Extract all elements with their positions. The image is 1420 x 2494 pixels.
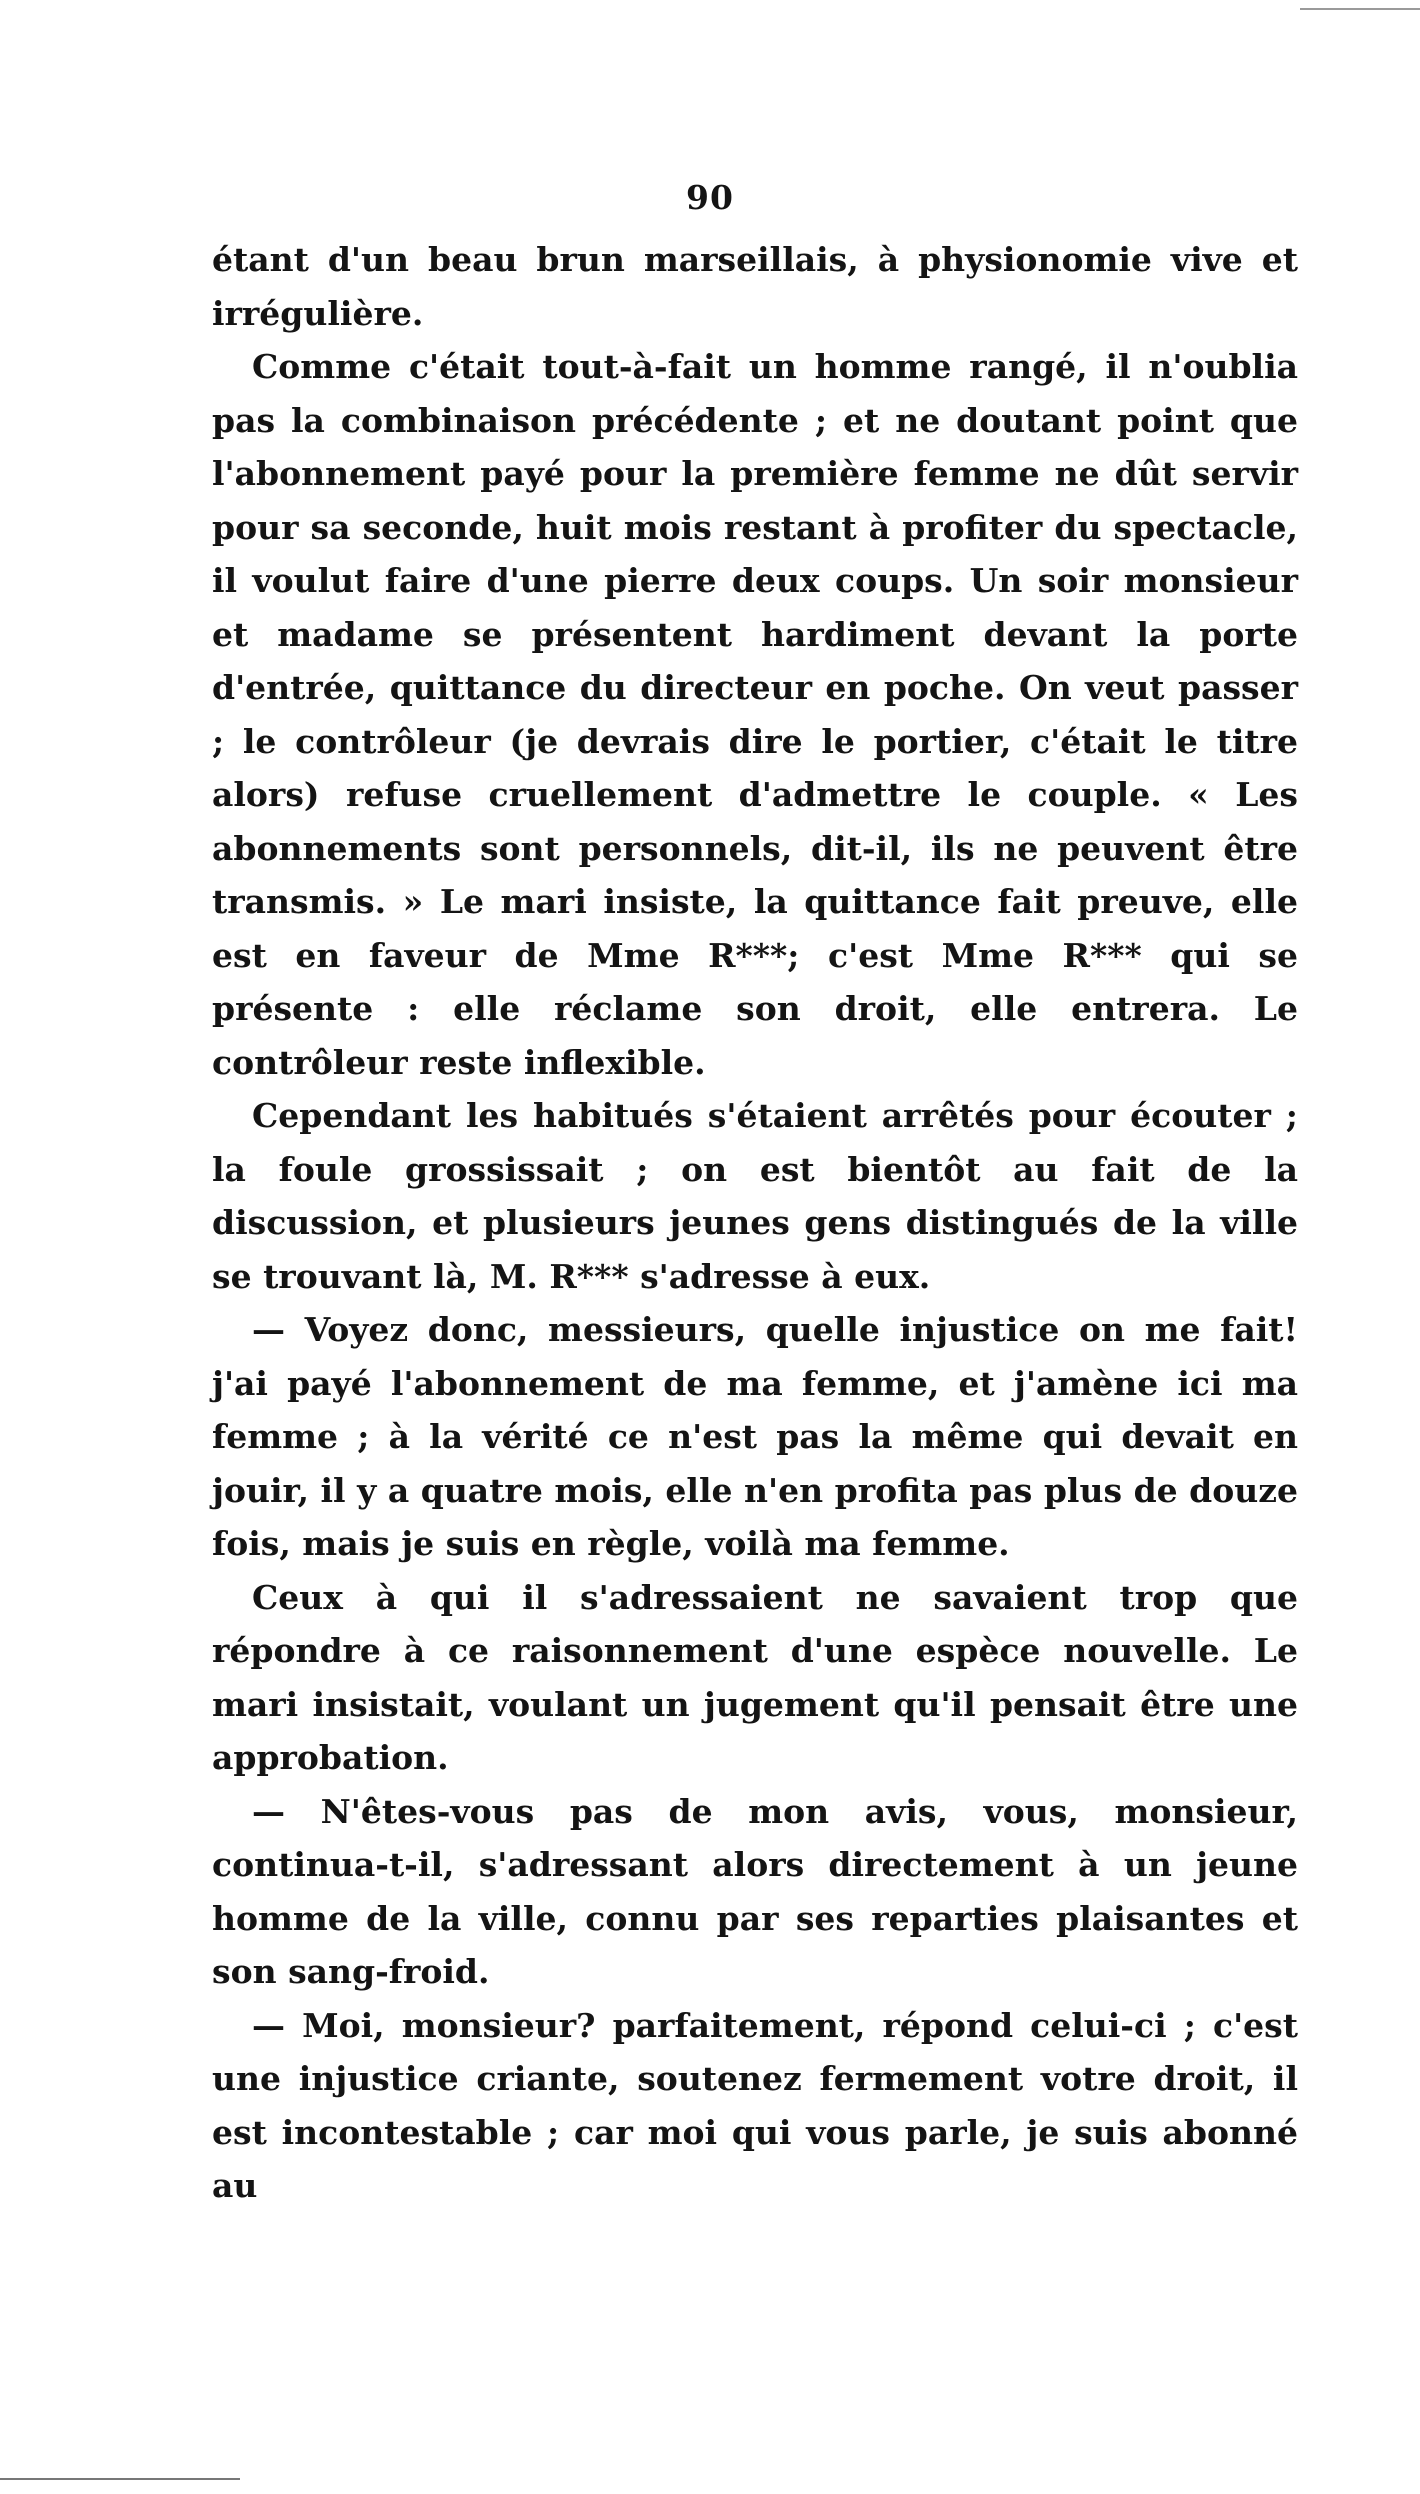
paragraph-6: — N'êtes-vous pas de mon avis, vous, monsieur, continua-t-il, s'adressant alors directement à un jeune homme de la ville, connu par ses reparties plaisantes et son sang-froid. xyxy=(212,1791,1298,1991)
bottom-edge-rule xyxy=(0,2478,240,2480)
paragraph-3: Cependant les habitués s'étaient arrêtés pour écouter ; la foule grossissait ; on est bientôt au fait de la discussion, et plusieurs jeunes gens distingués de la ville se trouvant là, M. R*** s'adresse à eux. xyxy=(212,1096,1298,1296)
paragraph-1: étant d'un beau brun marseillais, à physionomie vive et irrégulière. xyxy=(212,240,1298,333)
paragraph-5: Ceux à qui il s'adressaient ne savaient trop que répondre à ce raisonnement d'une espèce nouvelle. Le mari insistait, voulant un jugement qu'il pensait être une approbation. xyxy=(212,1577,1298,1777)
page-number: 90 xyxy=(686,178,734,217)
top-edge-rule xyxy=(1300,8,1420,10)
paragraph-7: — Moi, monsieur? parfaitement, répond celui-ci ; c'est une injustice criante, soutenez fermement votre droit, il est incontestable ; car moi qui vous parle, je suis abonné au xyxy=(212,2005,1298,2205)
paragraph-4: — Voyez donc, messieurs, quelle injustice on me fait! j'ai payé l'abonnement de ma femme, et j'amène ici ma femme ; à la vérité ce n'est pas la même qui devait en jouir, il y a quatre mois, elle n'en profita pas plus de douze fois, mais je suis en règle, voilà ma femme. xyxy=(212,1310,1298,1563)
paragraph-2: Comme c'était tout-à-fait un homme rangé, il n'oublia pas la combinaison précédente ; et ne doutant point que l'abonnement payé pour la première femme ne dût servir pour sa seconde, huit mois restant à profiter du spectacle, il voulut faire d'une pierre deux coups. Un soir monsieur et madame se présentent hardiment devant la porte d'entrée, quittance du directeur en poche. On veut passer ; le contrôleur (je devrais dire le portier, c'était le titre alors) refuse cruellement d'admettre le couple. « Les abonnements sont personnels, dit-il, ils ne peuvent être transmis. » Le mari insiste, la quittance fait preuve, elle est en faveur de Mme R***; c'est Mme R*** qui se présente : elle réclame son droit, elle entrera. Le contrôleur reste inflexible. xyxy=(212,347,1298,1082)
body-text xyxy=(212,233,1298,2213)
